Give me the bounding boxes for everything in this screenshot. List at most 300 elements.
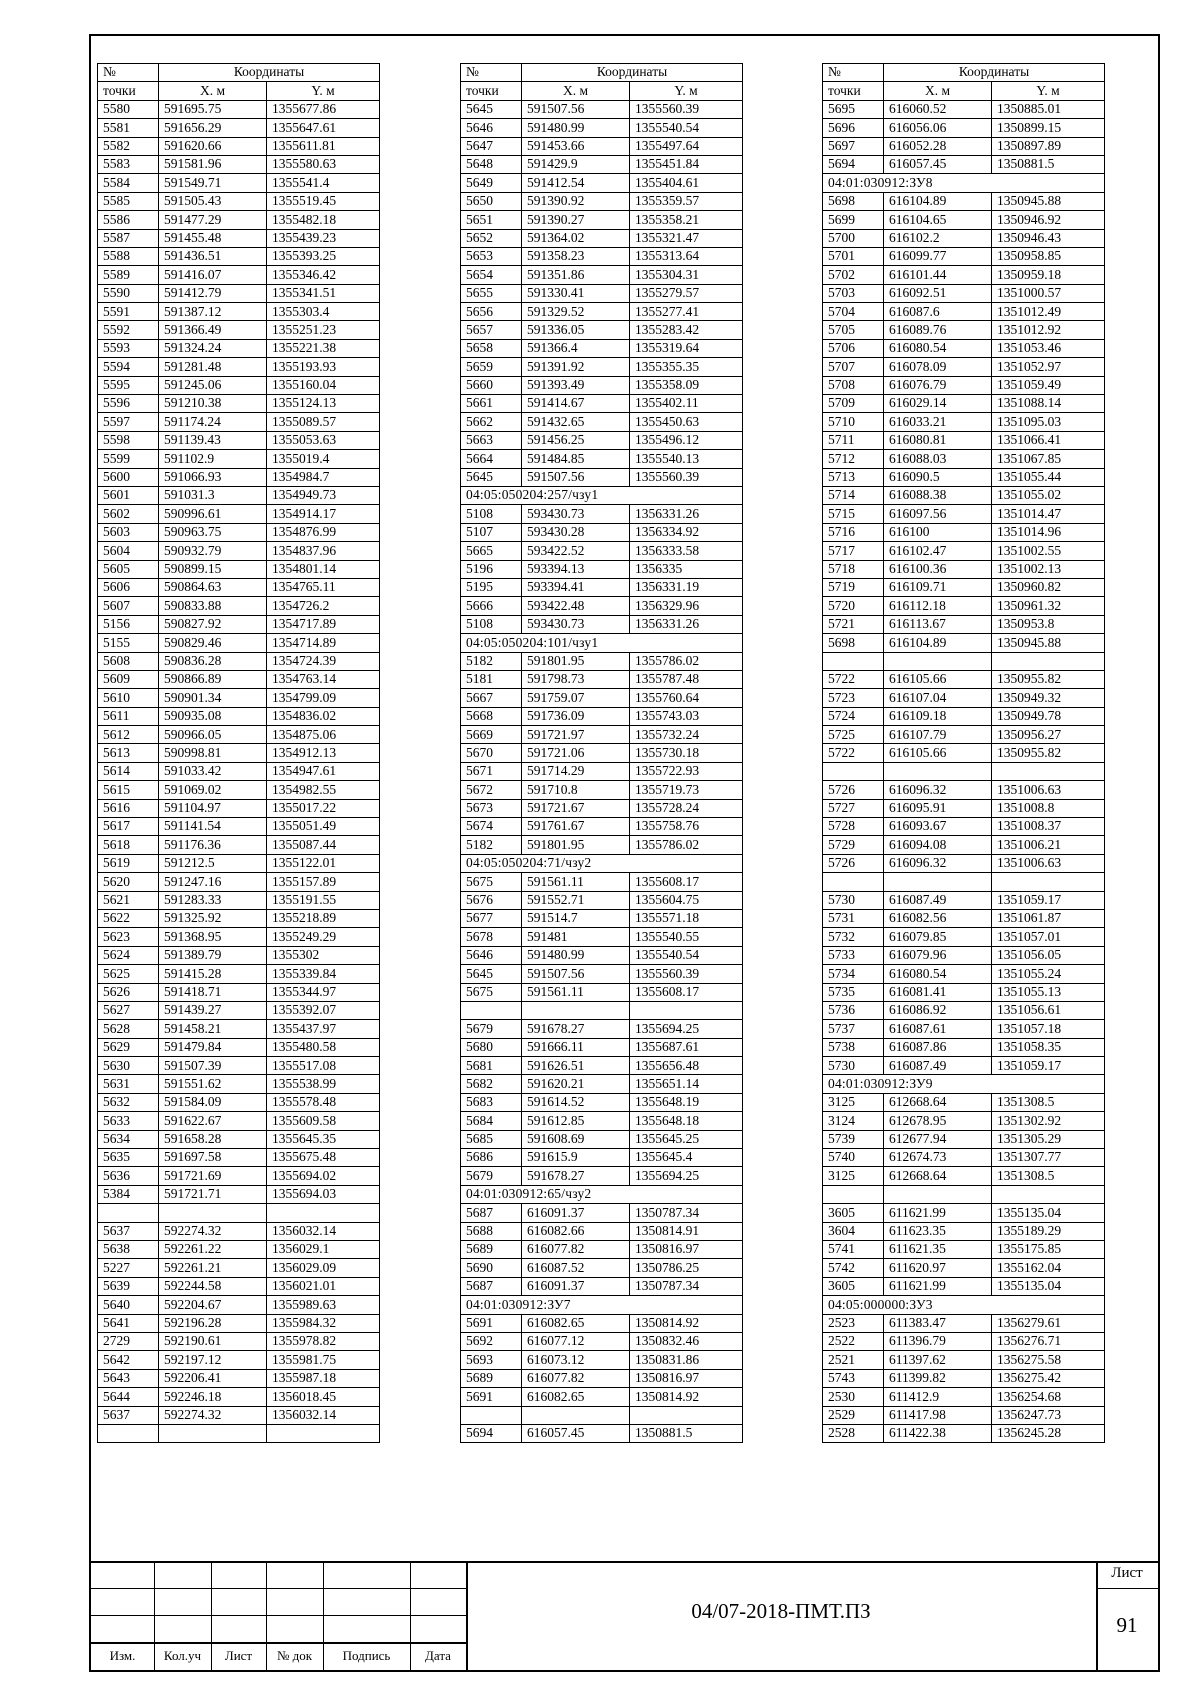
point-number: 5591: [98, 303, 159, 321]
x-coordinate: 616077.82: [522, 1369, 630, 1387]
table-row: [98, 652, 380, 670]
y-coordinate: 1350814.92: [630, 1388, 743, 1406]
document-code: 04/07-2018-ПМТ.ПЗ: [691, 1599, 871, 1623]
y-coordinate: 1355989.63: [267, 1296, 380, 1314]
point-number: 5606: [98, 578, 159, 596]
point-number: 5155: [98, 634, 159, 652]
y-coordinate: 1351012.92: [992, 321, 1105, 339]
table-row: [823, 100, 1105, 118]
point-number: 5108: [461, 615, 522, 633]
y-coordinate: 1355541.4: [267, 174, 380, 192]
x-coordinate: 616089.76: [884, 321, 992, 339]
y-coordinate: 1350958.85: [992, 247, 1105, 265]
y-coordinate: 1350949.78: [992, 707, 1105, 725]
y-coordinate: 1355578.48: [267, 1093, 380, 1111]
table-row: [823, 707, 1105, 725]
table-row: [98, 523, 380, 541]
x-coordinate: 591245.06: [159, 376, 267, 394]
header-y: Y. м: [267, 82, 380, 100]
x-coordinate: 616057.45: [522, 1424, 630, 1442]
point-number: 3605: [823, 1277, 884, 1295]
y-coordinate: 1355609.58: [267, 1112, 380, 1130]
y-coordinate: [630, 1406, 743, 1424]
table-row: [823, 1277, 1105, 1295]
y-coordinate: [992, 762, 1105, 780]
point-number: 5638: [98, 1241, 159, 1259]
table-row: [461, 523, 743, 541]
table-row: [823, 266, 1105, 284]
x-coordinate: 616113.67: [884, 615, 992, 633]
point-number: 5659: [461, 358, 522, 376]
point-number: 5599: [98, 450, 159, 468]
point-number: 5721: [823, 615, 884, 633]
header-coords: Координаты: [884, 64, 1105, 82]
table-row: [823, 450, 1105, 468]
x-coordinate: 616087.49: [884, 1057, 992, 1075]
header-y: Y. м: [630, 82, 743, 100]
table-row: [823, 873, 1105, 891]
y-coordinate: 1351058.35: [992, 1038, 1105, 1056]
y-coordinate: 1355538.99: [267, 1075, 380, 1093]
section-row: [461, 634, 743, 652]
x-coordinate: 591552.71: [522, 891, 630, 909]
point-number: 5107: [461, 523, 522, 541]
point-number: 2522: [823, 1332, 884, 1350]
point-number: 5666: [461, 597, 522, 615]
y-coordinate: 1356279.61: [992, 1314, 1105, 1332]
x-coordinate: 611422.38: [884, 1424, 992, 1442]
table-row: [461, 689, 743, 707]
point-number: 5726: [823, 781, 884, 799]
table-row: [823, 891, 1105, 909]
table-row: [461, 137, 743, 155]
table-row: [98, 303, 380, 321]
table-row: [98, 762, 380, 780]
y-coordinate: 1355645.4: [630, 1149, 743, 1167]
stamp-label-list: Лист: [224, 1648, 253, 1663]
point-number: 5679: [461, 1020, 522, 1038]
point-number: 2530: [823, 1388, 884, 1406]
x-coordinate: 592261.21: [159, 1259, 267, 1277]
y-coordinate: 1355651.14: [630, 1075, 743, 1093]
y-coordinate: 1355393.25: [267, 247, 380, 265]
header-point: точки: [823, 82, 884, 100]
point-number: 5685: [461, 1130, 522, 1148]
point-number: 5646: [461, 946, 522, 964]
y-coordinate: 1355321.47: [630, 229, 743, 247]
table-row: [461, 174, 743, 192]
point-number: 5634: [98, 1130, 159, 1148]
y-coordinate: 1354982.55: [267, 781, 380, 799]
x-coordinate: 591283.33: [159, 891, 267, 909]
table-row: [461, 450, 743, 468]
y-coordinate: 1355482.18: [267, 211, 380, 229]
table-row: [823, 395, 1105, 413]
point-number: [823, 1185, 884, 1203]
x-coordinate: 591366.4: [522, 339, 630, 357]
x-coordinate: 591626.51: [522, 1057, 630, 1075]
y-coordinate: 1355124.13: [267, 395, 380, 413]
table-row: [823, 799, 1105, 817]
y-coordinate: 1354912.13: [267, 744, 380, 762]
y-coordinate: 1351059.17: [992, 1057, 1105, 1075]
x-coordinate: 591418.71: [159, 983, 267, 1001]
y-coordinate: 1350814.91: [630, 1222, 743, 1240]
y-coordinate: 1350960.82: [992, 578, 1105, 596]
x-coordinate: 591678.27: [522, 1167, 630, 1185]
y-coordinate: 1355656.48: [630, 1057, 743, 1075]
table-row: [98, 891, 380, 909]
y-coordinate: 1355019.4: [267, 450, 380, 468]
point-number: 5728: [823, 818, 884, 836]
x-coordinate: 611417.98: [884, 1406, 992, 1424]
point-number: 5610: [98, 689, 159, 707]
coordinate-table-3: [822, 63, 1105, 1443]
x-coordinate: 593394.41: [522, 578, 630, 596]
point-number: 5689: [461, 1369, 522, 1387]
header-point: точки: [461, 82, 522, 100]
table-row: [461, 1038, 743, 1056]
y-coordinate: 1355987.18: [267, 1369, 380, 1387]
point-number: 5679: [461, 1167, 522, 1185]
x-coordinate: 591391.92: [522, 358, 630, 376]
y-coordinate: 1355450.63: [630, 413, 743, 431]
x-coordinate: 591801.95: [522, 652, 630, 670]
y-coordinate: 1356032.14: [267, 1222, 380, 1240]
x-coordinate: 616077.12: [522, 1332, 630, 1350]
point-number: 5707: [823, 358, 884, 376]
x-coordinate: 593422.52: [522, 542, 630, 560]
point-number: 5601: [98, 486, 159, 504]
table-row: [823, 597, 1105, 615]
y-coordinate: 1351055.24: [992, 965, 1105, 983]
table-row: [461, 284, 743, 302]
point-number: 5644: [98, 1388, 159, 1406]
table-row: [823, 1369, 1105, 1387]
x-coordinate: 591439.27: [159, 1001, 267, 1019]
point-number: 5594: [98, 358, 159, 376]
table-row: [823, 284, 1105, 302]
point-number: 5730: [823, 1057, 884, 1075]
point-number: 5689: [461, 1241, 522, 1259]
point-number: 2521: [823, 1351, 884, 1369]
x-coordinate: 591666.11: [522, 1038, 630, 1056]
table-row: [823, 781, 1105, 799]
y-coordinate: 1350956.27: [992, 726, 1105, 744]
x-coordinate: 616097.56: [884, 505, 992, 523]
x-coordinate: 616107.79: [884, 726, 992, 744]
y-coordinate: 1351308.5: [992, 1093, 1105, 1111]
y-coordinate: 1355346.42: [267, 266, 380, 284]
x-coordinate: 616090.5: [884, 468, 992, 486]
x-coordinate: 616079.85: [884, 928, 992, 946]
table-row: [98, 1277, 380, 1295]
table-row: [461, 431, 743, 449]
x-coordinate: 616100: [884, 523, 992, 541]
y-coordinate: 1354714.89: [267, 634, 380, 652]
y-coordinate: 1355687.61: [630, 1038, 743, 1056]
x-coordinate: 591212.5: [159, 854, 267, 872]
table-row: [461, 1057, 743, 1075]
point-number: 5674: [461, 818, 522, 836]
x-coordinate: 591415.28: [159, 965, 267, 983]
table-row: [98, 1075, 380, 1093]
table-row: [823, 1332, 1105, 1350]
table-row: [461, 1406, 743, 1424]
title-block: [91, 1561, 1158, 1670]
table-row: [461, 909, 743, 927]
x-coordinate: 592274.32: [159, 1222, 267, 1240]
x-coordinate: 616099.77: [884, 247, 992, 265]
y-coordinate: 1355648.19: [630, 1093, 743, 1111]
table-row: [823, 523, 1105, 541]
x-coordinate: 591390.92: [522, 192, 630, 210]
table-row: [823, 578, 1105, 596]
table-row: [461, 192, 743, 210]
y-coordinate: 1356335: [630, 560, 743, 578]
y-coordinate: 1351302.92: [992, 1112, 1105, 1130]
point-number: 5656: [461, 303, 522, 321]
point-number: 5593: [98, 339, 159, 357]
table-row: [98, 1314, 380, 1332]
x-coordinate: 616102.2: [884, 229, 992, 247]
table-row: [461, 707, 743, 725]
x-coordinate: 590966.05: [159, 726, 267, 744]
point-number: 5743: [823, 1369, 884, 1387]
y-coordinate: 1356021.01: [267, 1277, 380, 1295]
y-coordinate: 1355645.35: [267, 1130, 380, 1148]
y-coordinate: 1351052.97: [992, 358, 1105, 376]
x-coordinate: [159, 1204, 267, 1222]
y-coordinate: 1355560.39: [630, 468, 743, 486]
point-number: 5702: [823, 266, 884, 284]
y-coordinate: 1355608.17: [630, 873, 743, 891]
y-coordinate: 1351055.02: [992, 486, 1105, 504]
x-coordinate: [884, 1185, 992, 1203]
x-coordinate: 616082.65: [522, 1314, 630, 1332]
y-coordinate: 1351008.37: [992, 818, 1105, 836]
table-row: [98, 578, 380, 596]
x-coordinate: 591505.43: [159, 192, 267, 210]
point-number: 5686: [461, 1149, 522, 1167]
y-coordinate: 1355122.01: [267, 854, 380, 872]
point-number: 5645: [461, 468, 522, 486]
x-coordinate: 591721.71: [159, 1185, 267, 1203]
x-coordinate: 591507.56: [522, 965, 630, 983]
y-coordinate: 1355540.54: [630, 119, 743, 137]
point-number: 5697: [823, 137, 884, 155]
table-row: [461, 578, 743, 596]
y-coordinate: 1350955.82: [992, 744, 1105, 762]
x-coordinate: 616091.37: [522, 1204, 630, 1222]
y-coordinate: 1351056.05: [992, 946, 1105, 964]
x-coordinate: 616052.28: [884, 137, 992, 155]
y-coordinate: 1355540.54: [630, 946, 743, 964]
table-row: [98, 505, 380, 523]
table-row: [461, 965, 743, 983]
point-number: 5585: [98, 192, 159, 210]
point-number: 5632: [98, 1093, 159, 1111]
x-coordinate: 612668.64: [884, 1093, 992, 1111]
point-number: 5639: [98, 1277, 159, 1295]
y-coordinate: 1351002.13: [992, 560, 1105, 578]
x-coordinate: 591561.11: [522, 983, 630, 1001]
x-coordinate: 612668.64: [884, 1167, 992, 1185]
table-row: [461, 1351, 743, 1369]
point-number: 5708: [823, 376, 884, 394]
y-coordinate: 1351053.46: [992, 339, 1105, 357]
header-coords: Координаты: [522, 64, 743, 82]
point-number: 5660: [461, 376, 522, 394]
table-row: [98, 946, 380, 964]
x-coordinate: 616088.38: [884, 486, 992, 504]
x-coordinate: 591412.79: [159, 284, 267, 302]
table-row: [98, 192, 380, 210]
point-number: 5636: [98, 1167, 159, 1185]
x-coordinate: 616112.18: [884, 597, 992, 615]
x-coordinate: 592190.61: [159, 1332, 267, 1350]
table-row: [823, 211, 1105, 229]
table-row: [98, 119, 380, 137]
y-coordinate: 1350899.15: [992, 119, 1105, 137]
table-row: [823, 468, 1105, 486]
point-number: 5617: [98, 818, 159, 836]
y-coordinate: 1351057.18: [992, 1020, 1105, 1038]
table-row: [823, 1259, 1105, 1277]
point-number: 2523: [823, 1314, 884, 1332]
table-row: [461, 229, 743, 247]
table-row: [823, 1185, 1105, 1203]
point-number: 5641: [98, 1314, 159, 1332]
table-row: [823, 670, 1105, 688]
point-number: 5687: [461, 1277, 522, 1295]
y-coordinate: 1350787.34: [630, 1204, 743, 1222]
table-row: [461, 1332, 743, 1350]
x-coordinate: 591507.39: [159, 1057, 267, 1075]
point-number: 5669: [461, 726, 522, 744]
table-row: [461, 799, 743, 817]
point-number: 5737: [823, 1020, 884, 1038]
y-coordinate: 1355786.02: [630, 652, 743, 670]
y-coordinate: 1355517.08: [267, 1057, 380, 1075]
point-number: [461, 1001, 522, 1019]
y-coordinate: 1355218.89: [267, 909, 380, 927]
table-row: [98, 854, 380, 872]
x-coordinate: 591456.25: [522, 431, 630, 449]
table-row: [461, 1075, 743, 1093]
point-number: 5384: [98, 1185, 159, 1203]
point-number: 5723: [823, 689, 884, 707]
section-label: 04:01:030912:65/чзу2: [461, 1185, 743, 1203]
point-number: 5637: [98, 1222, 159, 1240]
section-label: 04:05:050204:71/чзу2: [461, 854, 743, 872]
x-coordinate: 591453.66: [522, 137, 630, 155]
table-row: [98, 928, 380, 946]
y-coordinate: 1355480.58: [267, 1038, 380, 1056]
table-row: [823, 119, 1105, 137]
coordinate-table-1: [97, 63, 380, 1443]
x-coordinate: 616087.49: [884, 891, 992, 909]
x-coordinate: 590932.79: [159, 542, 267, 560]
table-row: [461, 1149, 743, 1167]
y-coordinate: 1354801.14: [267, 560, 380, 578]
y-coordinate: 1355722.93: [630, 762, 743, 780]
y-coordinate: 1351055.13: [992, 983, 1105, 1001]
point-number: 5616: [98, 799, 159, 817]
table-row: [461, 1020, 743, 1038]
point-number: 5709: [823, 395, 884, 413]
table-row: [461, 744, 743, 762]
x-coordinate: 591695.75: [159, 100, 267, 118]
table-row: [98, 1001, 380, 1019]
point-number: 5703: [823, 284, 884, 302]
header-num: №: [98, 64, 159, 82]
table-row: [98, 1388, 380, 1406]
y-coordinate: 1355355.35: [630, 358, 743, 376]
y-coordinate: 1355277.41: [630, 303, 743, 321]
y-coordinate: 1355719.73: [630, 781, 743, 799]
header-x: X. м: [884, 82, 992, 100]
y-coordinate: 1351006.63: [992, 854, 1105, 872]
x-coordinate: 616081.41: [884, 983, 992, 1001]
point-number: 5587: [98, 229, 159, 247]
coordinate-table-2: [460, 63, 743, 1443]
y-coordinate: 1350881.5: [630, 1424, 743, 1442]
x-coordinate: 591514.7: [522, 909, 630, 927]
table-row: [461, 303, 743, 321]
x-coordinate: 591336.05: [522, 321, 630, 339]
y-coordinate: 1350831.86: [630, 1351, 743, 1369]
x-coordinate: 591612.85: [522, 1112, 630, 1130]
table-row: [461, 597, 743, 615]
x-coordinate: 591139.43: [159, 431, 267, 449]
table-row: [461, 1112, 743, 1130]
table-row: [823, 560, 1105, 578]
x-coordinate: 593422.48: [522, 597, 630, 615]
x-coordinate: 591393.49: [522, 376, 630, 394]
table-row: [98, 1296, 380, 1314]
x-coordinate: 616094.08: [884, 836, 992, 854]
point-number: 5598: [98, 431, 159, 449]
point-number: 5688: [461, 1222, 522, 1240]
x-coordinate: 590998.81: [159, 744, 267, 762]
x-coordinate: 591561.11: [522, 873, 630, 891]
x-coordinate: 616102.47: [884, 542, 992, 560]
table-row: [98, 873, 380, 891]
point-number: 5664: [461, 450, 522, 468]
y-coordinate: 1355694.02: [267, 1167, 380, 1185]
table-row: [461, 1130, 743, 1148]
x-coordinate: 616109.71: [884, 578, 992, 596]
x-coordinate: 616104.89: [884, 634, 992, 652]
y-coordinate: 1355728.24: [630, 799, 743, 817]
table-row: [98, 1204, 380, 1222]
table-row: [98, 1020, 380, 1038]
table-row: [461, 413, 743, 431]
x-coordinate: 591484.85: [522, 450, 630, 468]
x-coordinate: 591620.66: [159, 137, 267, 155]
point-number: 3125: [823, 1093, 884, 1111]
y-coordinate: 1355694.25: [630, 1020, 743, 1038]
point-number: 5675: [461, 873, 522, 891]
table-row: [98, 1259, 380, 1277]
table-row: [98, 781, 380, 799]
table-row: [98, 100, 380, 118]
point-number: 5647: [461, 137, 522, 155]
y-coordinate: 1355319.64: [630, 339, 743, 357]
point-number: 5673: [461, 799, 522, 817]
point-number: 5719: [823, 578, 884, 596]
